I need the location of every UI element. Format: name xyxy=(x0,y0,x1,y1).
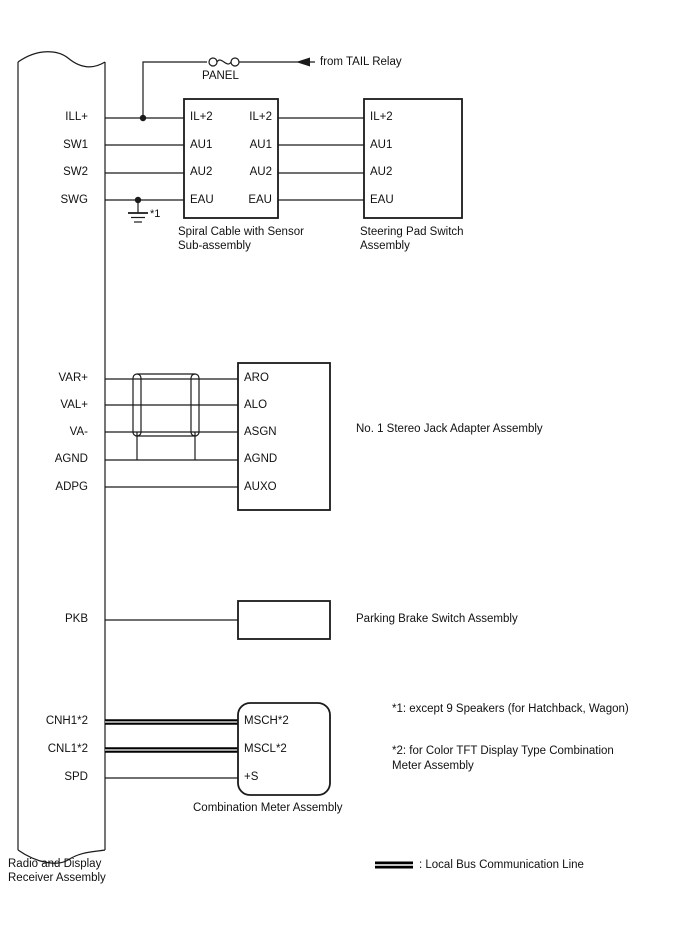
pin-jack-agnd: AGND xyxy=(244,453,278,465)
junction-dot-ill xyxy=(140,115,146,121)
pin-jack-alo: ALO xyxy=(244,399,268,411)
terminal-label-adpg: ADPG xyxy=(55,481,88,493)
terminal-label-sw2: SW2 xyxy=(63,166,88,178)
steering-pad-name-line1: Steering Pad Switch xyxy=(360,226,464,238)
pin-spiral-left-il2: IL+2 xyxy=(190,111,213,123)
stereo-jack-adapter-name: No. 1 Stereo Jack Adapter Assembly xyxy=(356,423,543,435)
pin-steering-il2: IL+2 xyxy=(370,111,393,123)
terminal-label-ill: ILL+ xyxy=(65,111,88,123)
pin-spiral-left-au1: AU1 xyxy=(190,139,213,151)
pin-spiral-left-au2: AU2 xyxy=(190,166,213,178)
footnote-2-line1: *2: for Color TFT Display Type Combination xyxy=(392,745,614,757)
terminal-label-var: VAR+ xyxy=(58,372,88,384)
source-connector-name-line2: Receiver Assembly xyxy=(8,872,106,884)
pin-spiral-right-eau: EAU xyxy=(248,194,272,206)
source-connector-name-line1: Radio and Display xyxy=(8,858,102,870)
pin-meter-mscl: MSCL*2 xyxy=(244,743,287,755)
pin-jack-auxo: AUXO xyxy=(244,481,277,493)
footnote-1: *1: except 9 Speakers (for Hatchback, Wagon) xyxy=(392,703,629,715)
terminal-label-pkb: PKB xyxy=(64,613,88,625)
pin-jack-asgn: ASGN xyxy=(244,426,277,438)
pin-steering-eau: EAU xyxy=(370,194,394,206)
pin-meter-msch: MSCH*2 xyxy=(244,715,289,727)
combination-meter-name: Combination Meter Assembly xyxy=(193,802,343,814)
legend-label: : Local Bus Communication Line xyxy=(419,859,584,871)
connector-break-top xyxy=(18,52,105,67)
pin-spiral-right-au2: AU2 xyxy=(249,166,272,178)
terminal-label-sw1: SW1 xyxy=(63,139,88,151)
fuse-terminal-left xyxy=(209,58,217,66)
fuse-terminal-right xyxy=(231,58,239,66)
fuse-wave xyxy=(217,60,231,64)
ground-footnote-marker: *1 xyxy=(150,208,161,220)
pin-jack-aro: ARO xyxy=(244,372,269,384)
spiral-cable-name-line1: Spiral Cable with Sensor xyxy=(178,226,304,238)
terminal-label-va-minus: VA- xyxy=(69,426,88,438)
pin-steering-au1: AU1 xyxy=(370,139,393,151)
footnote-2-line2: Meter Assembly xyxy=(392,760,474,772)
pin-steering-au2: AU2 xyxy=(370,166,393,178)
tail-relay-label: from TAIL Relay xyxy=(320,56,402,68)
parking-brake-switch-box xyxy=(238,601,330,639)
steering-pad-name-line2: Assembly xyxy=(360,240,410,252)
terminal-label-spd: SPD xyxy=(64,771,88,783)
pin-spiral-right-il2: IL+2 xyxy=(249,111,272,123)
fuse-label-panel: PANEL xyxy=(202,70,239,82)
terminal-label-cnl1: CNL1*2 xyxy=(47,743,88,755)
pin-spiral-right-au1: AU1 xyxy=(249,139,272,151)
terminal-label-swg: SWG xyxy=(60,194,88,206)
pin-spiral-left-eau: EAU xyxy=(190,194,214,206)
terminal-label-cnh1: CNH1*2 xyxy=(45,715,88,727)
terminal-label-agnd: AGND xyxy=(54,453,88,465)
tail-relay-arrow-icon xyxy=(296,58,310,67)
parking-brake-switch-name: Parking Brake Switch Assembly xyxy=(356,613,518,625)
terminal-label-val: VAL+ xyxy=(60,399,88,411)
pin-meter-plus-s: +S xyxy=(244,771,259,783)
spiral-cable-name-line2: Sub-assembly xyxy=(178,240,251,252)
